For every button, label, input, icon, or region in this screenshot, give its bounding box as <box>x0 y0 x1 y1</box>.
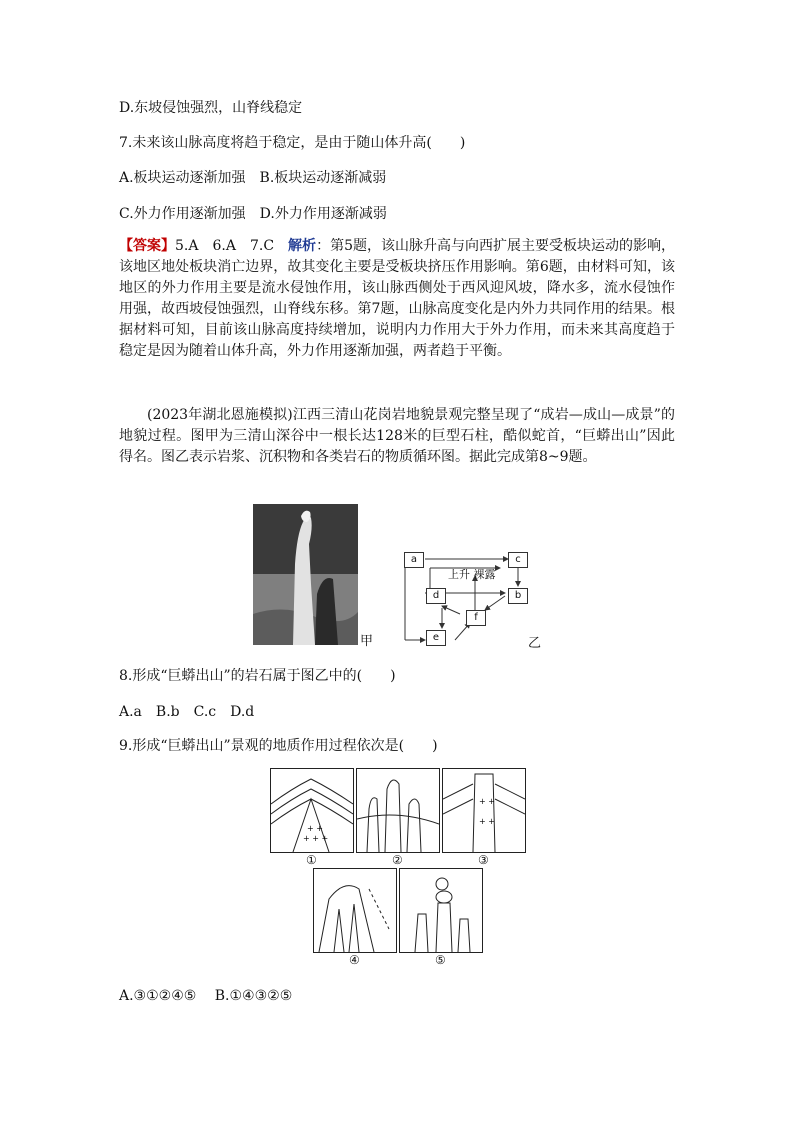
panel-label-3: ③ <box>478 853 489 867</box>
panel-label-2: ② <box>392 853 403 867</box>
rock-pillar-illustration <box>253 504 358 645</box>
node-c: c <box>508 552 528 568</box>
process-panel-3 <box>442 768 526 853</box>
arrow-label-uplift-exposure: 上升 裸露 <box>448 568 496 581</box>
figure-label-jia: 甲 <box>360 634 374 649</box>
panel-label-4: ④ <box>349 953 360 967</box>
q9-options: A.③①②④⑤ B.①④③②⑤ <box>119 988 293 1004</box>
node-f: f <box>466 610 486 626</box>
process-panel-4 <box>313 868 397 953</box>
rock-pillar-photo <box>253 504 358 645</box>
analysis-text: ：第5题，该山脉升高与向西扩展主要受板块运动的影响，该地区地处板块消亡边界，故其变化主要是受板块挤压作用影响。第6题，由材料可知，该地区的外力作用主要是流水侵蚀作用，该山脉西侧处于西风迎风坡，降水多，流水侵蚀作用强，故西坡侵蚀强烈，山脊线东移。第7题，山脉高度变化是内外力共同作用的结果。根据材料可知，目前该山脉高度持续增加，说明内力作用大于外力作用，而未来其高度趋于稳定是因为随着山体升高，外力作用逐渐加强，两者趋于平衡。 <box>119 238 676 359</box>
panel-label-5: ⑤ <box>435 953 446 967</box>
svg-text:+ + +: + + + <box>303 834 329 843</box>
q7-stem: 7.未来该山脉高度将趋于稳定，是由于随山体升高( ) <box>119 135 466 151</box>
answer-block <box>119 236 675 362</box>
q8-stem: 8.形成“巨蟒出山”的岩石属于图乙中的( ) <box>119 668 396 684</box>
process-panel-2 <box>356 768 440 853</box>
svg-text:+ +: + + <box>307 824 323 833</box>
q9-stem: 9.形成“巨蟒出山”景观的地质作用过程依次是( ) <box>119 738 438 754</box>
node-b: b <box>508 588 528 604</box>
node-d: d <box>426 588 446 604</box>
q8-options: A.a B.b C.c D.d <box>119 704 255 720</box>
q7-options-row1: A.板块运动逐渐加强 B.板块运动逐渐减弱 <box>119 170 387 186</box>
svg-text:+ +: + + <box>479 797 495 806</box>
q6-option-d: D.东坡侵蚀强烈，山脊线稳定 <box>119 100 303 116</box>
analysis-tag: 解析 <box>288 238 317 254</box>
node-a: a <box>404 552 424 568</box>
answer-label: 【答案】 <box>119 238 176 254</box>
q7-options-row2: C.外力作用逐渐加强 D.外力作用逐渐减弱 <box>119 206 387 222</box>
process-panel-1 <box>270 768 354 853</box>
answer-values: 5.A 6.A 7.C <box>175 238 289 254</box>
figure-label-yi: 乙 <box>528 636 542 651</box>
svg-text:+ +: + + <box>479 817 495 826</box>
passage: (2023年湖北恩施模拟)江西三清山花岗岩地貌景观完整呈现了“成岩—成山—成景”的地貌过程。图甲为三清山深谷中一根长达128米的巨型石柱，酷似蛇首，“巨蟒出山”因此得名。图乙表示岩浆、沉积物和各类岩石的物质循环图。据此完成第8~9题。 <box>119 407 675 465</box>
panel-label-1: ① <box>306 853 317 867</box>
node-e: e <box>426 630 446 646</box>
process-panel-5 <box>399 868 483 953</box>
